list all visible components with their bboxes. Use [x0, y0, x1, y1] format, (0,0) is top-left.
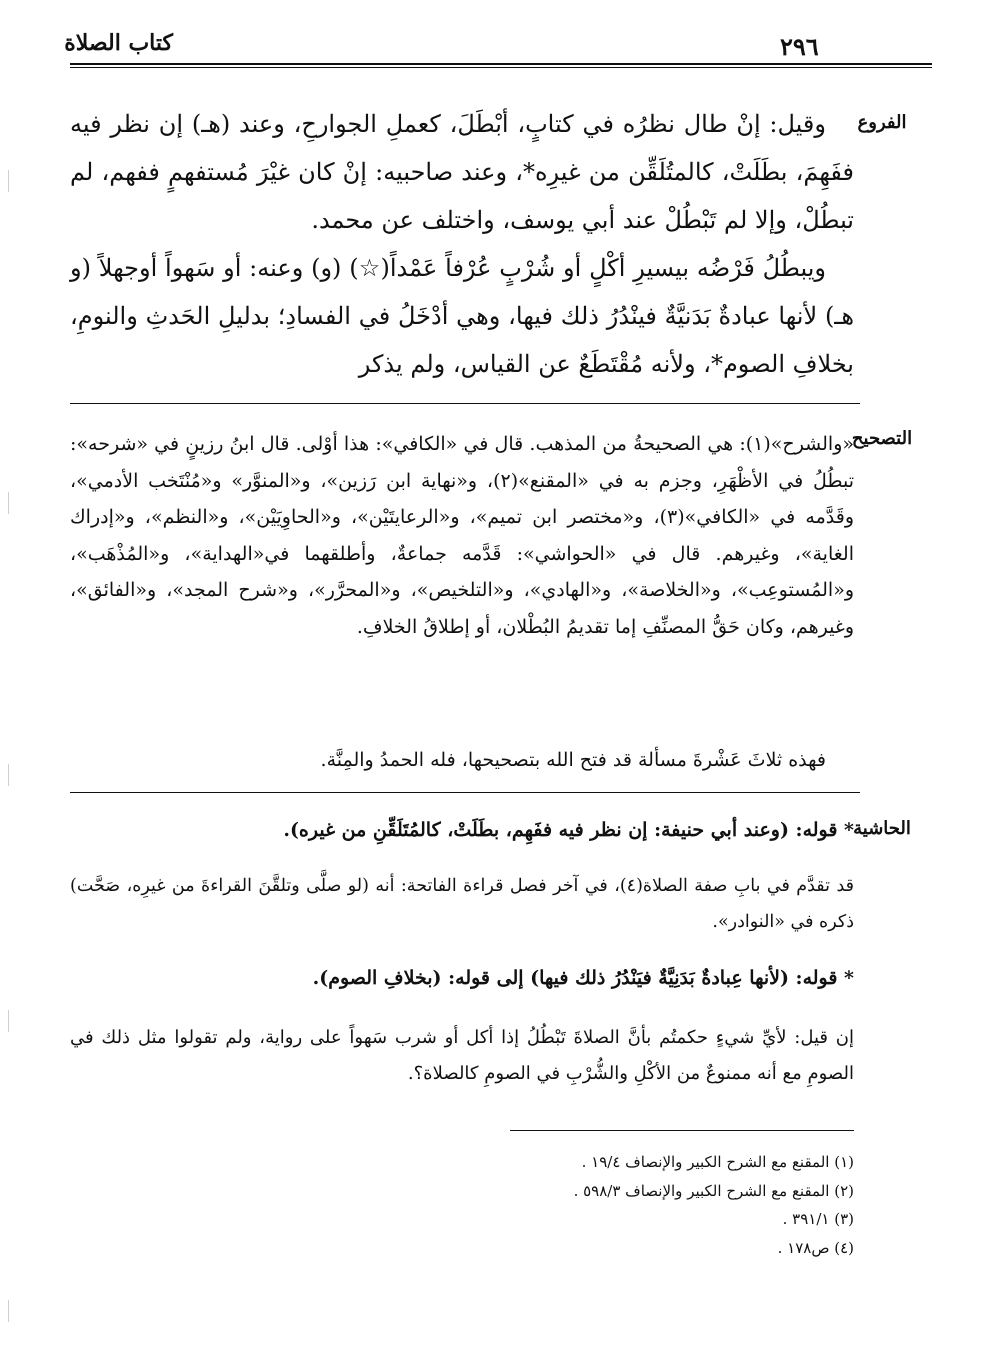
footnote-3: (٣) ٣٩١/١ .: [782, 1210, 854, 1228]
furu-text: [70, 100, 854, 388]
header-rule: [70, 63, 932, 65]
scan-margin-mark: [8, 492, 9, 514]
hashia-comment-1: قد تقدَّم في بابِ صفة الصلاة(٤)، في آخر فصل قراءة الفاتحة: أنه (لو صلَّى وتلقَّنَ القراءةَ من غيرِه، صَحَّت) ذكره في «النوادر».: [70, 876, 854, 932]
page-number: ٢٩٦: [780, 32, 819, 61]
tashih-text: «والشرح»(١): هي الصحيحةُ من المذهب. قال في «الكافي»: هذا أوْلى. قال ابنُ رزينٍ في «شرحه»: تبطُلُ في الأظْهَرِ، وجزم به في «المقنع»(٢)، و«نهاية ابن رَزين»، و«المنوَّر» و«مُنْتَخب الأدمي»، وقَدَّمه في «الكافي»(٣)، و«مختصر ابن تميم»، و«الرعايتَيْن»، و«الحاوِيَيْن»، و«النظم»، و«إدراك الغاية»، وغيرهم. قال في «الحواشي»: قَدَّمه جماعةٌ، وأطلقهما في«الهداية»، و«المُذْهَب»، و«المُستوعِب»، و«الخلاصة»، و«الهادي»، و«التلخيص»، و«المحرَّر»، و«شرح المجد»، و«الفائق»، وغيرهم، وكان حَقُّ المصنِّفِ إما تقديمُ البُطْلان، أو إطلاقُ الخلافِ.: [70, 433, 854, 638]
running-header-title: كتاب الصلاة: [64, 30, 173, 56]
section-label-furu: الفروع: [857, 112, 907, 133]
header-rule-thin: [70, 67, 932, 68]
section-label-tashih: التصحيح: [851, 428, 913, 449]
paragraph: وقيل: إنْ طال نظرُه في كتابٍ، أبْطَلَ، كعملِ الجوارحِ، وعند (هـ) إن نظر فيه ففَهِمَ، بطَلَتْ، كالمتُلَقِّن من غيرِه*، وعند صاحبيه: إنْ كان غيْرَ مُستفهمٍ ففهم، لم تبطُلْ، وإلا لم تَبْطُلْ عند أبي يوسف، واختلف عن محمد.: [70, 110, 854, 234]
scan-margin-mark: [8, 764, 9, 786]
hashia-comment-2: إن قيل: لأيِّ شيءٍ حكمتُم بأنَّ الصلاةَ تَبْطُلُ إذا أكل أو شرب سَهواً على رواية، ولم تقولوا مثل ذلك في الصومِ مع أنه ممنوعٌ من الأكْلِ والشُّرْبِ في الصومِ كالصلاة؟.: [70, 1027, 854, 1084]
footnote-1: (١) المقنع مع الشرح الكبير والإنصاف ١٩/٤ .: [581, 1153, 854, 1171]
tashih-closing-line: فهذه ثلاثَ عَشْرةَ مسألة قد فتح الله بتصحيحها، فله الحمدُ والمِنَّة.: [320, 749, 826, 771]
section-label-hashia: الحاشية: [853, 818, 911, 839]
footnote-rule: [510, 1130, 854, 1131]
hashia-quote-1: * قوله: (وعند أبي حنيفة: إن نظر فيه ففَهِم، بطَلَتْ، كالمُتَلَقِّنِ من غيره).: [283, 819, 854, 841]
scan-margin-mark: [8, 1300, 9, 1322]
footnote-2: (٢) المقنع مع الشرح الكبير والإنصاف ٥٩٨/٣ .: [573, 1181, 854, 1200]
footnotes: [500, 1148, 854, 1262]
paragraph: ويبطُلُ فَرْضُه بيسيرِ أكْلٍ أو شُرْبٍ عُرْفاً عَمْداً(☆) (و) وعنه: أو سَهواً أوجهلاً (و هـ) لأنها عبادةٌ بَدَنيَّةٌ فينْدُرُ ذلك فيها، وهي أدْخَلُ في الفسادِ؛ بدليلِ الحَدثِ والنومِ، بخلافِ الصوم*، ولأنه مُقْتَطَعٌ عن القياس، ولم يذكر: [70, 254, 854, 378]
scan-margin-mark: [8, 170, 9, 192]
footnote-4: (٤) ص١٧٨ .: [777, 1238, 854, 1257]
furu-paragraph: [70, 100, 854, 388]
section-divider: [70, 792, 860, 793]
scan-margin-mark: [8, 1010, 9, 1032]
section-divider: [70, 403, 860, 404]
hashia-quote-2: * قوله: (لأنها عِبادةٌ بَدَنِيَّةٌ فيَنْدُرُ ذلك فيها) إلى قوله: (بخلافِ الصوم).: [312, 967, 854, 989]
